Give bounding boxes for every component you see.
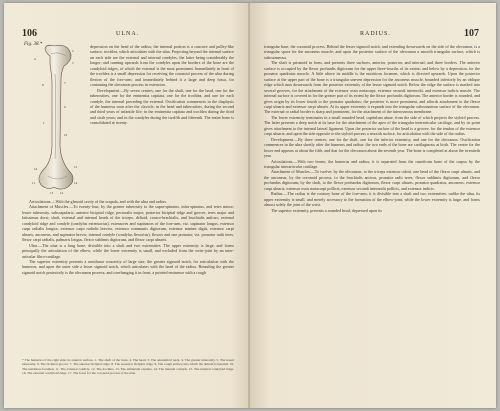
- left-running-head: ULNA.: [116, 31, 140, 37]
- fig-num-5: 5: [72, 61, 74, 65]
- right-running-head: RADIUS.: [360, 31, 391, 37]
- paragraph-ulna-shaft: The shaft is prismoid in form, and presents three surfaces, anterior, posterior, and internal; and three borders. The anterior surface is occupied by the flexor profundis digitorum for the upper three-fourths of its extent; and below by a depression, for the pronator quadratus muscle. A little above its middle is the nutritious foramen, which is directed upwards. Upon the posterior surface at the upper part of the bone is a triangular uneven depression for the anconeus muscle, bounded inferiorly by an oblique ridge which runs downwards from the posterior extremity of the lesser sigmoid notch. Below the ridge the surface is marked into several grooves, for the attachment of the extensor ossis metacarpi, extensor secundi internodii, and extensor indicis muscle. The internal surface is covered in for the greater part of its extent by the flexor profundis digitorum. The anterior border is rounded, and gives origin by its lower fourth to the pronator quadratus; the posterior is more prominent, and affords attachment to the flexor carpi ulnaris and extensor carpi ulnaris. At its upper extremity it expands into the triangular subcutaneous surface of the olecranon. The external or radial border is sharp and prominent, for the attachment of the interosseous membrane.: [264, 60, 480, 115]
- fig-num-8: 8: [42, 83, 44, 87]
- paragraph-ulna-articulations: Articulations.—With two bones; the humerus and radius; it is separated from the cuneiform bone of the carpus by the triangular interarticular cartilage.: [264, 158, 480, 169]
- fig-num-12: 12: [60, 191, 64, 195]
- paragraph-ulna-superior: The superior extremity presents a semilunar concavity of large size, the greater sigmoid notch, for articulation with the humerus; and upon the outer side a lesser sigmoid notch, which articulates with the head of the radius. Bounding the greater sigmoid notch posteriorly is the olecranon process; and overhanging it in front, a pointed eminence with a rough: [22, 258, 234, 275]
- paragraph-ulna-muscles: Attachment of Muscles.—To twelve; by the olecranon, to the triceps extensor cubiti, one head of the flexor carpi ulnaris, and the anconeus; by the coronoid process, to the brachialis anticus, pronator radii teres, flexor sublimis digitorum, and flexor profundus digitorum; by the shaft, to the flexor profundus digitorum, flexor carpi ulnaris, pronator quadratus, anconeus, extensor carpi ulnaris, extensor ossis metacarpi pollicis, extensor secundi internodii pollicis, and extensor indicis.: [264, 169, 480, 191]
- fig-num-1: 1: [43, 121, 45, 125]
- left-text-beside-figure: [90, 44, 234, 126]
- left-text-main: [22, 199, 234, 275]
- paragraph-humerus-muscles: Attachment of Muscles.—To twenty-four; by the greater tuberosity to the supra-spinatus, infra-spinatus, and teres minor; lesser tuberosity, subscapularis; anterior bicipital ridge, pectoralis major; posterior bicipital ridge and groove, teres major and latissimus dorsi; shaft, external and internal heads of the triceps, deltoid, coraco-brachialis, and brachialis anticus; external condyloid ridge and condyle (condylus extensorius), extensores and supinators of the fore-arm, viz. supinator longus, extensor carpi radialis longior, extensor carpi radialis brevior, extensor communis digitorum, extensor minimi digiti, extensor carpi ulnaris, anconeus, and supinator brevis; internal condyle (condylus flexorius), flexors and one pronator, viz. pronator radii teres, flexor carpi radialis, palmaris longus, flexor sublimis digitorum, and flexor carpi ulnaris.: [22, 204, 234, 243]
- left-page-number: 106: [22, 28, 37, 39]
- fig-num-13: 13: [50, 191, 54, 195]
- paragraph-ulna-development: Development.—By three centres; one for the shaft, one for the inferior extremity, and one for the olecranon. Ossification commences in the ulna shortly after the humerus and radius: the two ends of the bone are cartilaginous at birth. The centre for the lower end appears at about the fifth, and that for the olecranon about the seventh year. The bone is completed at about the twentieth year.: [264, 136, 480, 159]
- fig-num-16: 16: [34, 167, 38, 171]
- footnote: * The humerus of the right side; its anterior surface. 1. The shaft of the bone. 2. The head. 3. The anatomical neck. 4. The greater tuberosity. 5. The lesser tuberosity. 6. The bicipital groove. 7. The anterior bicipital ridge. 8. The posterior bicipital ridge. 9. The rough surface into which the deltoid is inserted. 10. The nutritious foramen. 11. The external condyle. 12. The trochlea. 13. The eminentia capitata. 14. The internal condyle. 15. The internal condyloid ridge. 16. The external condyloid ridge. 17. The fossa for the coronoid process of the ulna.: [22, 358, 234, 376]
- right-text-main: [264, 44, 480, 213]
- paragraph-humerus-end: depression on the head of the radius; the internal portion is a concave and pulley-like surface, trochlea, which articulates with the ulna. Projecting beyond the internal surface on each side are the external and internal condyles, the latter being considerably the longer; and running upwards from the condyles upon the borders of the bone are the condyloid ridges, of which the external is the most prominent. Immediately in front of the trochlea is a small depression for receiving the coronoid process of the ulna during flexion of the fore-arm; and immediately behind it a large and deep fossa, for containing the olecranon process in extension.: [90, 44, 234, 88]
- paragraph-ulna-intro: Ulna.—The ulna is a long bone, divisible into a shaft and two extremities. The upper extremity is large, and forms principally the articulation of the elbow; while the lower extremity is small, and excluded from the wrist-joint by an inter-articular fibro-cartilage.: [22, 242, 234, 259]
- fig-num-14: 14: [74, 181, 78, 185]
- fig-num-10: 10: [64, 133, 68, 137]
- paragraph-radius-superior: The superior extremity, presents a rounded head, depressed upon its: [271, 207, 383, 213]
- humerus-illustration: [28, 44, 88, 196]
- fig-num-11: 11: [32, 181, 36, 185]
- paragraph-ulna-lower: The lower extremity terminates in a small rounded head, capitulum ulnae, from the side of which projects the styloid process. The latter presents a deep notch at its base for the attachment of the apex of the triangular interarticular cartilage, and by its point gives attachment to the internal lateral ligament. Upon the posterior surface of the head is a groove, for the tendon of the extensor carpi ulnaris; and upon the side opposite to the styloid process a smooth surface, for articulation with the side of the radius.: [264, 114, 480, 137]
- book-spread: [4, 3, 496, 408]
- fig-num-4: 4: [34, 57, 36, 61]
- right-page-number: 107: [464, 28, 479, 39]
- fig-num-15: 15: [74, 165, 78, 169]
- paragraph-radius-intro: Radius.—The radius is the rotatory bone of the fore-arm; it is divisible into a shaft and two extremities: unlike the ulna, its upper extremity is small, and merely accessory to the formation of the elbow-joint; while the lower extremity is large, and forms almost solely the joint of the wrist.: [264, 191, 480, 208]
- right-page: [250, 3, 496, 408]
- fig-num-7: 7: [64, 81, 66, 85]
- left-page: [4, 3, 250, 408]
- paragraph-humerus-articulations: Articulations.—With the glenoid cavity of the scapula, and with the ulna and radius.: [29, 199, 167, 204]
- fig-num-9: 9: [64, 105, 66, 109]
- figure-label: Fig. 38.*: [24, 42, 43, 47]
- paragraph-coronoid: triangular base, the coronoid process. Behind the lesser sigmoid notch, and extending downwards on the side of the olecranon, is a triangular space for the anconeus muscle; and upon the posterior surface of the olecranon a smooth triangular surface, which is subcutaneous.: [264, 44, 480, 60]
- fig-num-2: 2: [72, 49, 74, 53]
- paragraph-humerus-development: Development.—By seven centres; one for the shaft, one for the head, one for the tuberosities, one for the eminentia capitata, one for the trochlea, and one for each condyle, the internal preceding the external. Ossification commences in the diaphysis of the humerus soon after the clavicle; in the head and tuberosities, during the second and third years of infantile life; in the eminentia capitata and trochlea during the third and sixth years; and in the condyles during the twelfth and fifteenth. The entire bone is consolidated at twenty.: [90, 87, 234, 126]
